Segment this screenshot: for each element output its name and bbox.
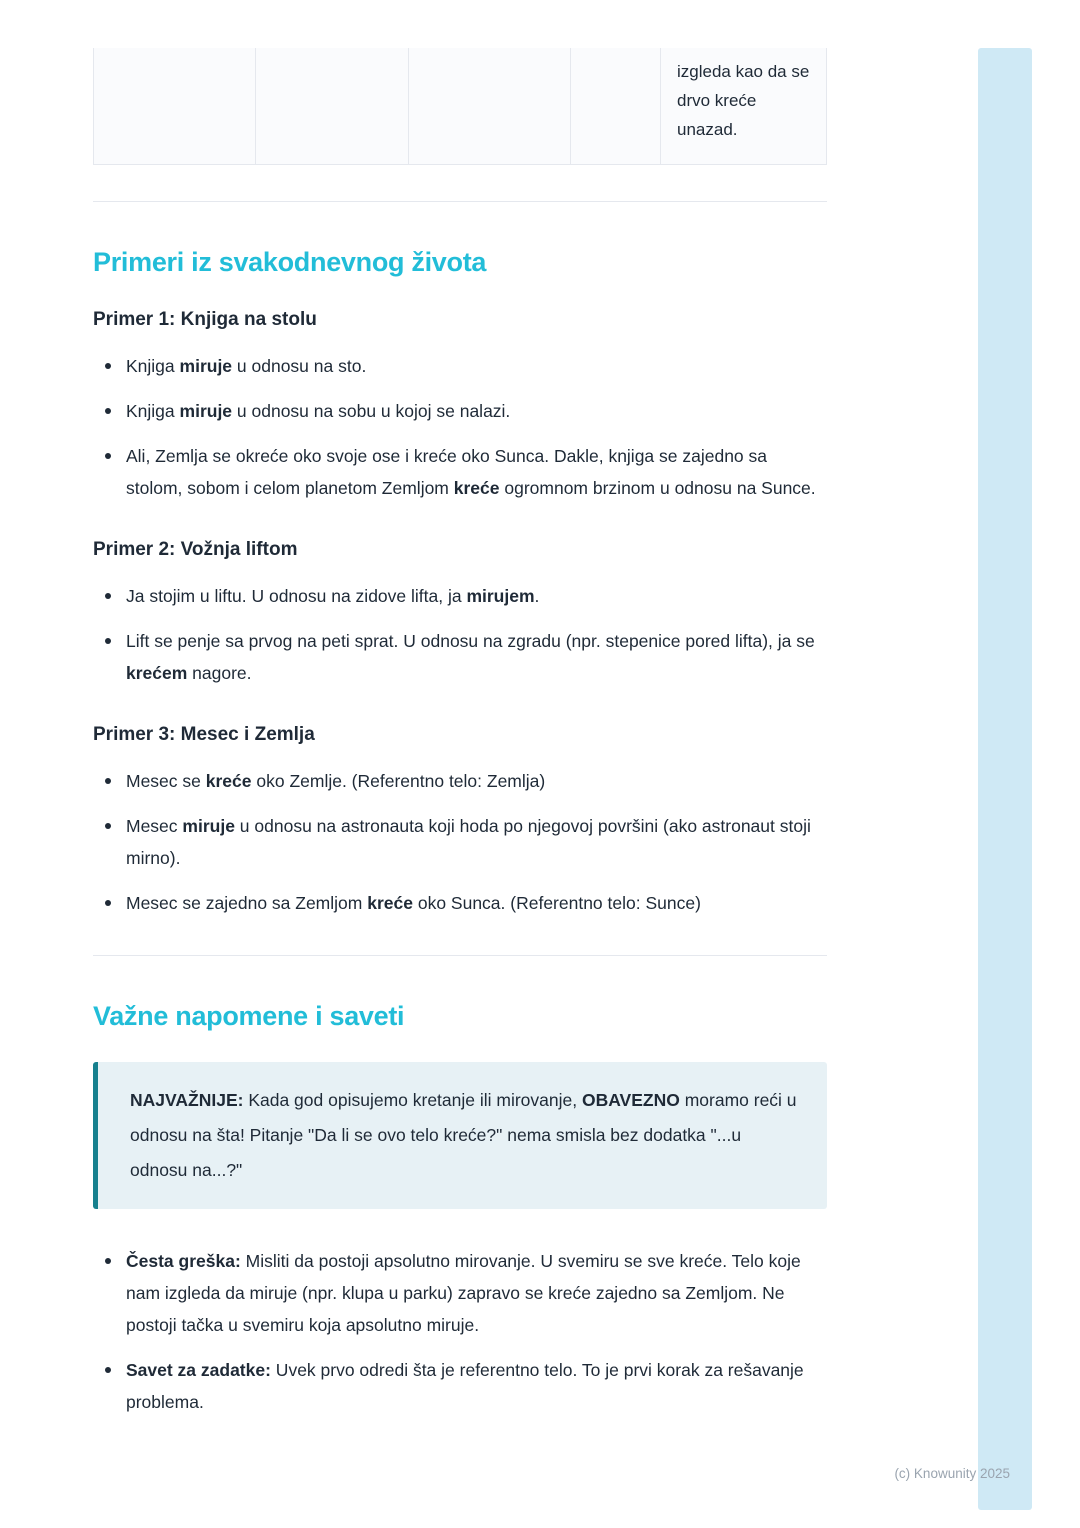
bullet-list: [93, 765, 827, 919]
text-run: nagore.: [187, 662, 252, 683]
list-item: [93, 1245, 827, 1341]
bold-text: mirujem: [466, 585, 535, 606]
list-item: [93, 395, 827, 427]
text-run: Ali, Zemlja se okreće oko svoje ose i kreće oko Sunca. Dakle, knjiga se zajedno sa stolom, sobom i celom planetom Zemljom: [126, 446, 768, 499]
section-heading: Primeri iz svakodnevnog života: [93, 247, 487, 277]
text-run: Knjiga: [126, 356, 180, 377]
table-cell: [571, 48, 661, 164]
text-run: .: [534, 585, 540, 606]
bold-text: krećem: [126, 662, 188, 683]
text-run: u odnosu na sobu u kojoj se nalazi.: [232, 401, 511, 422]
list-item: [93, 350, 827, 382]
text-run: oko Zemlje. (Referentno telo: Zemlja): [251, 770, 546, 791]
bold-text: OBAVEZNO: [581, 1090, 680, 1111]
text-run: oko Sunca. (Referentno telo: Sunce): [412, 892, 701, 913]
callout-text: [130, 1083, 797, 1188]
text-run: u odnosu na astronauta koji hoda po njegovoj površini (ako astronaut stoji mirno).: [126, 815, 811, 868]
important-callout: [93, 1062, 827, 1209]
bullet-list: [93, 580, 827, 689]
bold-text: Česta greška:: [126, 1251, 241, 1272]
list-item: [93, 580, 827, 612]
list-item: [93, 440, 827, 504]
document-body: [93, 201, 827, 1418]
text-run: u odnosu na sto.: [232, 356, 367, 377]
subsection-heading: Primer 1: Knjiga na stolu: [93, 309, 317, 331]
text-run: ogromnom brzinom u odnosu na Sunce.: [499, 478, 816, 499]
section-divider: [93, 955, 827, 956]
section-divider: [93, 201, 827, 202]
bullet-list: [93, 350, 827, 504]
text-run: Uvek prvo odredi šta je referentno telo. To je prvi korak za rešavanje problema.: [126, 1360, 804, 1413]
bold-text: NAJVAŽNIJE:: [130, 1090, 244, 1111]
table-cell: [256, 48, 409, 164]
subsection-heading: Primer 3: Mesec i Zemlja: [93, 723, 315, 745]
text-run: Kada god opisujemo kretanje ili mirovanje,: [243, 1090, 582, 1111]
list-item: [93, 625, 827, 689]
table-cell: izgleda kao da se drvo kreće unazad.: [661, 48, 827, 164]
list-item: [93, 765, 827, 797]
text-run: Misliti da postoji apsolutno mirovanje. U svemiru se sve kreće. Telo koje nam izgleda da miruje (npr. klupa u parku) zapravo se kreće zajedno sa Zemljom. Ne postoji tačka u svemiru koja apsolutno miruje.: [126, 1251, 801, 1336]
text-run: Knjiga: [126, 401, 180, 422]
subsection-heading: Primer 2: Vožnja liftom: [93, 539, 298, 561]
text-run: Lift se penje sa prvog na peti sprat. U odnosu na zgradu (npr. stepenice pored lifta), ja se: [126, 630, 815, 651]
text-run: Mesec se: [126, 770, 206, 791]
list-item: [93, 810, 827, 874]
text-run: Mesec se zajedno sa Zemljom: [126, 892, 368, 913]
table-cell: [94, 48, 256, 164]
table-cell: [409, 48, 571, 164]
bold-text: kreće: [205, 770, 252, 791]
table-fragment: [93, 48, 827, 165]
text-run: Ja stojim u liftu. U odnosu na zidove lifta, ja: [126, 585, 467, 606]
bold-text: miruje: [179, 401, 233, 422]
bold-text: kreće: [453, 478, 500, 499]
section-heading: Važne napomene i saveti: [93, 1000, 405, 1031]
bold-text: miruje: [179, 356, 233, 377]
list-item: [93, 1354, 827, 1418]
list-item: [93, 887, 827, 919]
text-run: moramo reći u odnosu na šta! Pitanje "Da li se ovo telo kreće?" nema smisla bez dodatka "...u odnosu na...?": [130, 1090, 797, 1181]
bullet-list: [93, 1245, 827, 1418]
side-page-strip: [978, 48, 1032, 1510]
content-column: [93, 48, 827, 1452]
bold-text: kreće: [367, 892, 413, 913]
bold-text: miruje: [182, 815, 235, 836]
text-run: Mesec: [126, 815, 183, 836]
copyright-watermark: (c) Knowunity 2025: [894, 1466, 1010, 1481]
bold-text: Savet za zadatke:: [126, 1360, 271, 1381]
